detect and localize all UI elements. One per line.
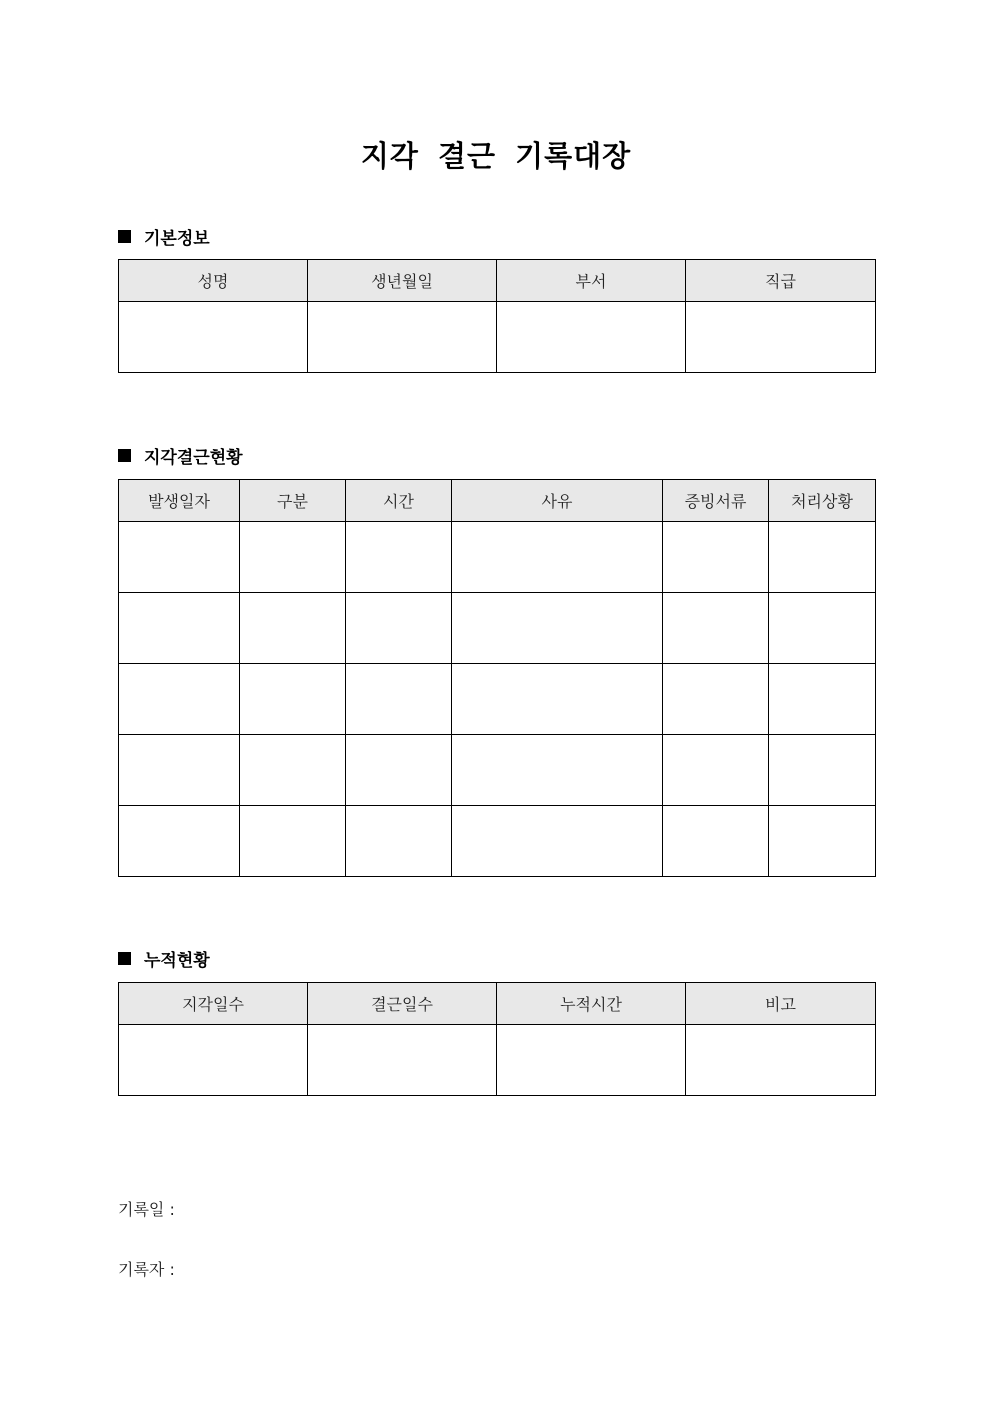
square-bullet-icon [118, 952, 131, 965]
table-header-row [119, 480, 876, 522]
table-header-row [119, 260, 876, 302]
reason-cell[interactable] [452, 806, 663, 877]
table-row [119, 806, 876, 877]
column-header-occurrence-date: 발생일자 [119, 480, 240, 522]
processing-status-cell[interactable] [769, 664, 876, 735]
occurrence-date-cell[interactable] [119, 806, 240, 877]
processing-status-cell[interactable] [769, 522, 876, 593]
section-heading-label: 지각결근현황 [144, 448, 243, 468]
attendance-status-table [118, 479, 876, 877]
cumulative-status-table [118, 982, 876, 1096]
record-date-line [118, 1197, 175, 1220]
category-cell[interactable] [240, 735, 346, 806]
category-cell[interactable] [240, 806, 346, 877]
remarks-cell[interactable] [686, 1025, 876, 1096]
column-header-cumulative-time: 누적시간 [497, 983, 686, 1025]
category-cell[interactable] [240, 593, 346, 664]
proof-documents-cell[interactable] [663, 664, 769, 735]
section-heading-cumulative-status [118, 946, 210, 971]
category-cell[interactable] [240, 664, 346, 735]
record-date-label: 기록일 : [118, 1200, 175, 1219]
table-row [119, 1025, 876, 1096]
reason-cell[interactable] [452, 522, 663, 593]
processing-status-cell[interactable] [769, 735, 876, 806]
time-cell[interactable] [346, 593, 452, 664]
column-header-processing-status: 처리상황 [769, 480, 876, 522]
position-cell[interactable] [686, 302, 876, 373]
reason-cell[interactable] [452, 664, 663, 735]
table-row [119, 522, 876, 593]
time-cell[interactable] [346, 735, 452, 806]
column-header-time: 시간 [346, 480, 452, 522]
name-cell[interactable] [119, 302, 308, 373]
column-header-absent-days: 결근일수 [308, 983, 497, 1025]
column-header-category: 구분 [240, 480, 346, 522]
column-header-proof-documents: 증빙서류 [663, 480, 769, 522]
basic-info-table [118, 259, 876, 373]
column-header-remarks: 비고 [686, 983, 876, 1025]
birthdate-cell[interactable] [308, 302, 497, 373]
proof-documents-cell[interactable] [663, 593, 769, 664]
proof-documents-cell[interactable] [663, 806, 769, 877]
late-days-cell[interactable] [119, 1025, 308, 1096]
occurrence-date-cell[interactable] [119, 735, 240, 806]
column-header-name: 성명 [119, 260, 308, 302]
absent-days-cell[interactable] [308, 1025, 497, 1096]
category-cell[interactable] [240, 522, 346, 593]
column-header-position: 직급 [686, 260, 876, 302]
section-heading-label: 누적현황 [144, 951, 210, 971]
proof-documents-cell[interactable] [663, 522, 769, 593]
column-header-late-days: 지각일수 [119, 983, 308, 1025]
column-header-birthdate: 생년월일 [308, 260, 497, 302]
reason-cell[interactable] [452, 735, 663, 806]
occurrence-date-cell[interactable] [119, 664, 240, 735]
occurrence-date-cell[interactable] [119, 593, 240, 664]
square-bullet-icon [118, 230, 131, 243]
table-row [119, 735, 876, 806]
column-header-department: 부서 [497, 260, 686, 302]
section-heading-basic-info [118, 224, 210, 249]
processing-status-cell[interactable] [769, 593, 876, 664]
table-row [119, 664, 876, 735]
section-heading-label: 기본정보 [144, 229, 210, 249]
table-header-row [119, 983, 876, 1025]
table-row [119, 593, 876, 664]
recorder-line [118, 1257, 175, 1280]
time-cell[interactable] [346, 522, 452, 593]
table-row [119, 302, 876, 373]
section-heading-attendance-status [118, 443, 243, 468]
cumulative-time-cell[interactable] [497, 1025, 686, 1096]
recorder-label: 기록자 : [118, 1260, 175, 1279]
time-cell[interactable] [346, 664, 452, 735]
proof-documents-cell[interactable] [663, 735, 769, 806]
column-header-reason: 사유 [452, 480, 663, 522]
processing-status-cell[interactable] [769, 806, 876, 877]
square-bullet-icon [118, 449, 131, 462]
department-cell[interactable] [497, 302, 686, 373]
reason-cell[interactable] [452, 593, 663, 664]
occurrence-date-cell[interactable] [119, 522, 240, 593]
document-title: 지각 결근 기록대장 [360, 139, 632, 173]
time-cell[interactable] [346, 806, 452, 877]
